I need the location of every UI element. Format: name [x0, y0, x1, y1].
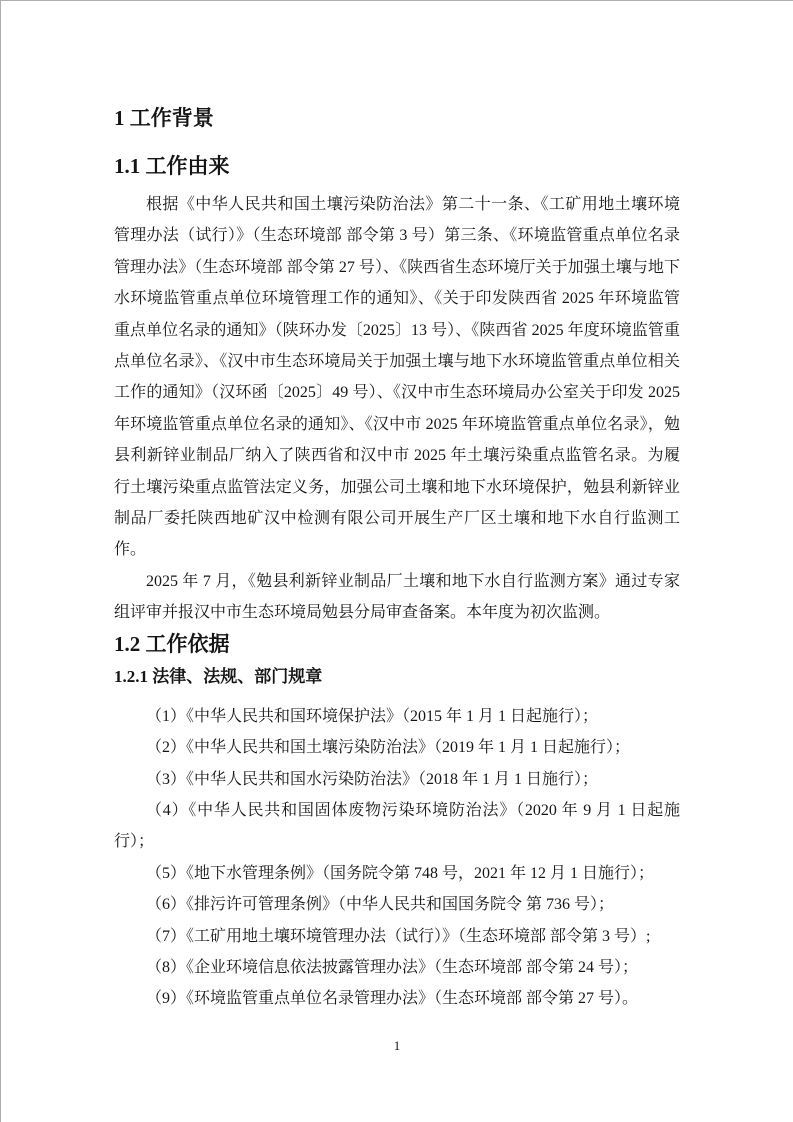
legal-reference-item: （2）《中华人民共和国土壤污染防治法》（2019 年 1 月 1 日起施行）；: [146, 739, 631, 757]
legal-reference-list: [114, 701, 680, 1015]
paragraph-work-origin-2: 2025 年 7 月，《勉县利新锌业制品厂土壤和地下水自行监测方案》通过专家组评审并报汉中市生态环境局勉县分局审查备案。本年度为初次监测。: [114, 572, 680, 622]
legal-reference-item: （4）《中华人民共和国固体废物污染环境防治法》（2020 年 9 月 1 日起施行）；: [114, 801, 680, 851]
legal-reference-item: （7）《工矿用地土壤环境管理办法（试行）》（生态环境部 部令第 3 号）;: [146, 927, 651, 945]
legal-reference-item: （1）《中华人民共和国环境保护法》（2015 年 1 月 1 日起施行）；: [146, 707, 599, 725]
section-heading-work-background: 1 工作背景: [114, 106, 214, 130]
section-heading-work-basis: 1.2 工作依据: [114, 631, 230, 656]
legal-reference-item: （6）《排污许可管理条例》（中华人民共和国国务院令 第 736 号）；: [146, 896, 615, 914]
page-number: 1: [393, 1038, 401, 1053]
legal-reference-item: （8）《企业环境信息依法披露管理办法》（生态环境部 部令第 24 号）；: [146, 958, 639, 976]
legal-reference-item: （9）《环境监管重点单位名录管理办法》（生态环境部 部令第 27 号）。: [146, 990, 639, 1008]
section-heading-work-origin: 1.1 工作由来: [114, 154, 230, 178]
section-heading-laws-regulations: 1.2.1 法律、法规、部门规章: [114, 666, 323, 686]
legal-reference-item: （5）《地下水管理条例》（国务院令第 748 号，2021 年 12 月 1 日施行）；: [146, 864, 655, 882]
legal-reference-item: （3）《中华人民共和国水污染防治法》（2018 年 1 月 1 日施行）；: [146, 770, 599, 788]
paragraph-work-origin-1: 根据《中华人民共和国土壤污染防治法》第二十一条、《工矿用地土壤环境管理办法（试行）》（生态环境部 部令第 3 号）第三条、《环境监管重点单位名录管理办法》（生态环境部 部令第 27 号）、《陕西省生态环境厅关于加强土壤与地下水环境监管重点单位环境管理工作的通知》、《关于印发陕西省 2025 年环境监管重点单位名录的通知》（陕环办发〔2025〕13 号）、《陕西省 2025 年度环境监管重点单位名录》、《汉中市生态环境局关于加强土壤与地下水环境监管重点单位相关工作的通知》（汉环函〔2025〕49 号）、《汉中市生态环境局办公室关于印发 2025 年环境监管重点单位名录的通知》、《汉中市 2025 年环境监管重点单位名录》，勉县利新锌业制品厂纳入了陕西省和汉中市 2025 年土壤污染重点监管名录。为履行土壤污染重点监管法定义务，加强公司土壤和地下水环境保护，勉县利新锌业制品厂委托陕西地矿汉中检测有限公司开展生产厂区土壤和地下水自行监测工作。: [114, 196, 680, 559]
